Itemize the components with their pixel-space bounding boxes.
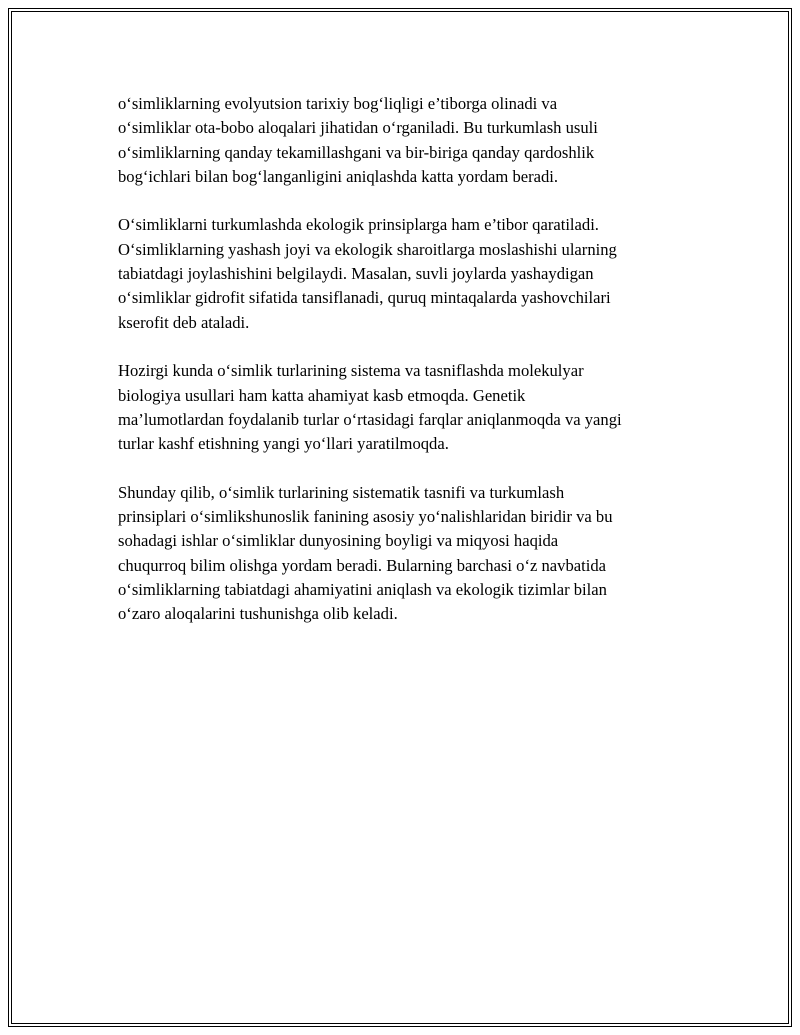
paragraph-1 (118, 92, 688, 189)
text-line: Shunday qilib, o‘simlik turlarining sistematik tasnifi va turkumlash (118, 482, 565, 502)
text-line: chuqurroq bilim olishga yordam beradi. Bularning barchasi o‘z navbatida (118, 555, 606, 575)
text-line: turlar kashf etishning yangi yo‘llari yaratilmoqda. (118, 434, 449, 454)
text-line: ma’lumotlardan foydalanib turlar o‘rtasidagi farqlar aniqlanmoqda va yangi (118, 409, 622, 429)
text-line: sohadagi ishlar o‘simliklar dunyosining boyligi va miqyosi haqida (118, 531, 559, 551)
text-line: biologiya usullari ham katta ahamiyat kasb etmoqda. Genetik (118, 385, 526, 405)
text-line: prinsiplari o‘simlikshunoslik fanining asosiy yo‘nalishlaridan biridir va bu (118, 507, 613, 527)
text-line: tabiatdagi joylashishini belgilaydi. Masalan, suvli joylarda yashaydigan (118, 264, 594, 284)
text-line: Hozirgi kunda o‘simlik turlarining sistema va tasniflashda molekulyar (118, 361, 584, 381)
text-line: o‘simliklarning evolyutsion tarixiy bog‘liqligi e’tiborga olinadi va (118, 94, 558, 113)
text-line: o‘zaro aloqalarini tushunishga olib keladi. (118, 604, 398, 624)
text-line: o‘simliklar gidrofit sifatida tansiflanadi, quruq mintaqalarda yashovchilari (118, 288, 611, 308)
document-body (118, 92, 688, 651)
paragraph-2 (118, 213, 688, 334)
text-line: O‘simliklarning yashash joyi va ekologik sharoitlarga moslashishi ularning (118, 239, 617, 259)
text-line: O‘simliklarni turkumlashda ekologik prinsiplarga ham e’tibor qaratiladi. (118, 215, 599, 235)
text-line: bog‘ichlari bilan bog‘langanligini aniqlashda katta yordam beradi. (118, 166, 559, 186)
text-line: o‘simliklarning qanday tekamillashgani va bir-biriga qanday qardoshlik (118, 142, 595, 162)
text-line: o‘simliklarning tabiatdagi ahamiyatini aniqlash va ekologik tizimlar bilan (118, 579, 607, 599)
text-line: o‘simliklar ota-bobo aloqalari jihatidan o‘rganiladi. Bu turkumlash usuli (118, 118, 598, 138)
text-line: kserofit deb ataladi. (118, 312, 250, 332)
paragraph-4 (118, 481, 688, 627)
paragraph-3 (118, 359, 688, 456)
